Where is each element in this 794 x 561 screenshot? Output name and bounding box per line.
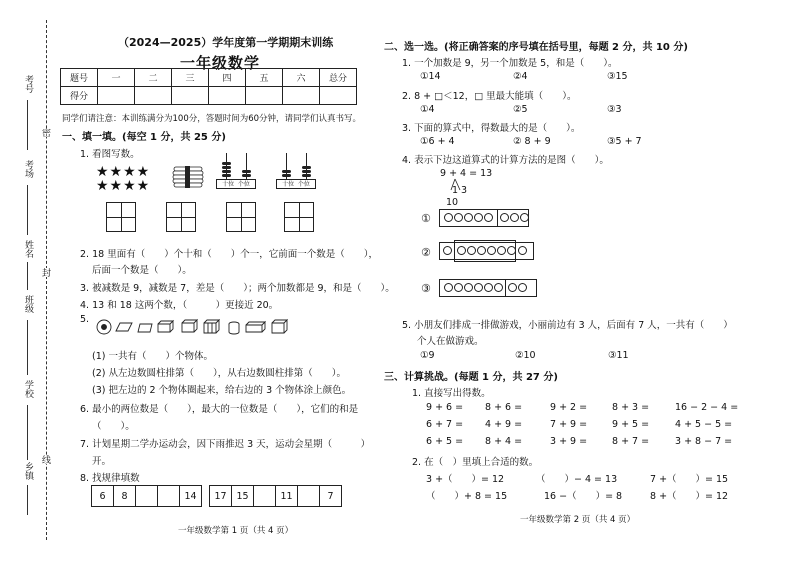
score-header-cell: 题号: [61, 69, 98, 87]
abacus-tens-label: 十位: [222, 181, 235, 188]
pattern-gap: [202, 486, 210, 507]
answer-box[interactable]: [284, 202, 314, 232]
calc-item: 7 + 9 =: [550, 419, 588, 430]
binding-margin: [0, 0, 60, 561]
calc-item: 8 + 3 =: [612, 402, 650, 413]
calc-question-2: 2. 在（ ）里填上合适的数。: [412, 457, 539, 468]
abacus-tens-label: 十位: [282, 181, 295, 188]
fill-item[interactable]: 8 +（ ）= 12: [650, 491, 729, 502]
choice-option[interactable]: ①4: [420, 104, 435, 115]
score-cell[interactable]: [283, 87, 320, 105]
choice-option[interactable]: ②5: [513, 104, 528, 115]
stick-bundle-icon: [172, 163, 204, 191]
cube-icon: [272, 320, 287, 333]
cuboid-icon: [158, 321, 173, 332]
abacus-ones-label: 个位: [237, 181, 250, 188]
choice-option[interactable]: ①6 + 4: [420, 136, 455, 147]
question-6a: 6. 最小的两位数是（ ），最大的一位数是（ ），它们的和是: [80, 404, 359, 415]
seal-mark-feng: 封: [40, 268, 50, 277]
figure-option-1[interactable]: ①: [421, 212, 431, 225]
choice-option[interactable]: ③11: [608, 350, 629, 361]
cuboid-icon: [116, 323, 132, 331]
abacus-ones-label: 个位: [297, 181, 310, 188]
score-cell[interactable]: [320, 87, 357, 105]
label-township: 乡镇: [23, 462, 33, 480]
score-cell[interactable]: [209, 87, 246, 105]
blank-line: [27, 100, 28, 150]
split-equation: 9 + 4 = 13: [440, 168, 493, 179]
choice-question-3: 3. 下面的算式中，得数最大的是（ ）。: [402, 123, 581, 134]
section-1-title: 一、填一填。(每空 1 分，共 25 分): [62, 132, 226, 143]
score-cell[interactable]: [246, 87, 283, 105]
question-7b: 开。: [92, 456, 112, 467]
dot-row-figure-2: [439, 242, 534, 260]
question-3: 3. 被减数是 9，减数是 7，差是（ ）；两个加数都是 9，和是（ ）。: [80, 283, 395, 294]
calc-question-1: 1. 直接写出得数。: [412, 388, 491, 399]
pattern-blank[interactable]: [158, 486, 180, 507]
choice-option[interactable]: ③3: [607, 104, 622, 115]
score-cell[interactable]: [135, 87, 172, 105]
exam-subject-title: 一年级数学: [180, 54, 261, 72]
question-5: 5.: [80, 314, 90, 325]
section-3-title: 三、计算挑战。(每题 1 分，共 27 分): [384, 372, 558, 383]
choice-question-2: 2. 8 + □＜12，□ 里最大能填（ ）。: [402, 91, 577, 102]
score-cell[interactable]: [98, 87, 135, 105]
calc-item: 9 + 5 =: [612, 419, 650, 430]
question-4: 4. 13 和 18 这两个数，（ ）更接近 20。: [80, 300, 279, 311]
question-5-2: (2) 从左边数圆柱排第（ ），从右边数圆柱排第（ ）。: [92, 368, 346, 379]
choice-option[interactable]: ③15: [607, 71, 628, 82]
seal-mark-xian: 线: [40, 455, 50, 464]
pattern-cell: 11: [276, 486, 298, 507]
score-row-label: 得分: [61, 87, 98, 105]
pattern-blank[interactable]: [254, 486, 276, 507]
choice-question-4: 4. 表示下边这道算式的计算方法的是图（ ）。: [402, 155, 609, 166]
question-2b: 后面一个数是（ ）。: [92, 265, 192, 276]
question-1: 1. 看图写数。: [80, 149, 140, 160]
question-8: 8. 找规律填数: [80, 473, 140, 484]
blank-line: [27, 262, 28, 290]
label-school: 学校: [23, 380, 33, 398]
choice-option[interactable]: ②4: [513, 71, 528, 82]
score-header-cell: 四: [209, 69, 246, 87]
rubik-cube-icon: [204, 320, 219, 333]
question-2a: 2. 18 里面有（ ）个十和（ ）个一，它前面一个数是（ ），: [80, 249, 378, 260]
exam-year-title: （2024—2025）学年度第一学期期末训练: [118, 36, 334, 49]
calc-item: 9 + 6 =: [426, 402, 464, 413]
calc-item: 8 + 6 =: [485, 402, 523, 413]
calc-item: 16 − 2 − 4 =: [675, 402, 739, 413]
calc-item: 4 + 9 =: [485, 419, 523, 430]
ten-label: 10: [446, 197, 459, 208]
calc-item: 8 + 7 =: [612, 436, 650, 447]
question-7a: 7. 计划星期二学办运动会，因下雨推迟 3 天，运动会星期（ ）: [80, 439, 371, 450]
pattern-cell: 14: [180, 486, 202, 507]
calc-item: 8 + 4 =: [485, 436, 523, 447]
answer-box[interactable]: [166, 202, 196, 232]
score-header-cell: 六: [283, 69, 320, 87]
fill-item[interactable]: 16 −（ ）= 8: [544, 491, 623, 502]
abacus-1: [216, 157, 256, 189]
score-header-cell: 总分: [320, 69, 357, 87]
score-table: [60, 68, 357, 105]
abacus-2: [276, 157, 316, 189]
dot-row-figure-1: [439, 209, 529, 227]
dot-row-figure-3: [439, 279, 537, 297]
label-name: 姓名: [23, 240, 33, 258]
choice-question-5: 5. 小朋友们排成一排做游戏，小丽前边有 3 人，后面有 7 人，一共有（ ）: [402, 320, 733, 331]
question-5-3: (3) 把左边的 2 个物体圈起来，给右边的 3 个物体涂上颜色。: [92, 385, 352, 396]
score-header-cell: 一: [98, 69, 135, 87]
cuboid-icon: [246, 322, 265, 332]
score-cell[interactable]: [172, 87, 209, 105]
label-exam-room: 考场: [23, 160, 33, 178]
figure-option-2[interactable]: ②: [421, 246, 431, 259]
cube-icon: [182, 320, 197, 332]
answer-box[interactable]: [226, 202, 256, 232]
seal-mark-mi: 密: [40, 128, 50, 137]
split-part: 1: [452, 185, 459, 196]
stars-picture: ★★★★ ★★★★: [96, 164, 151, 194]
choice-option[interactable]: ③5 + 7: [607, 136, 642, 147]
label-exam-number: 考号: [23, 75, 33, 93]
calc-item: 4 + 5 − 5 =: [675, 419, 733, 430]
pattern-cell: 15: [232, 486, 254, 507]
page-footer-left: 一年级数学第 1 页（共 4 页）: [178, 526, 294, 536]
choice-option[interactable]: ①9: [420, 350, 435, 361]
calc-item: 9 + 2 =: [550, 402, 588, 413]
pattern-cell: 17: [210, 486, 232, 507]
answer-box[interactable]: [106, 202, 136, 232]
pattern-cell: 8: [114, 486, 136, 507]
score-header-cell: 二: [135, 69, 172, 87]
pattern-blank[interactable]: [298, 486, 320, 507]
figure-option-3[interactable]: ③: [421, 282, 431, 295]
pattern-cell: 7: [320, 486, 342, 507]
section-2-title: 二、选一选。(将正确答案的序号填在括号里，每题 2 分，共 10 分): [384, 42, 688, 53]
score-header-cell: 三: [172, 69, 209, 87]
choice-question-1: 1. 一个加数是 9，另一个加数是 5，和是（ ）。: [402, 58, 618, 69]
cylinder-icon: [229, 324, 239, 334]
choice-option[interactable]: ②10: [515, 350, 536, 361]
calc-item: 6 + 7 =: [426, 419, 464, 430]
blank-line: [27, 405, 28, 460]
pattern-blank[interactable]: [136, 486, 158, 507]
question-5-1: (1) 一共有（ ）个物体。: [92, 351, 213, 362]
split-part: 3: [461, 185, 468, 196]
blank-line: [27, 485, 28, 515]
pattern-number-table: [91, 485, 342, 507]
calc-item: 6 + 5 =: [426, 436, 464, 447]
label-class: 班级: [23, 295, 33, 313]
exam-note: 同学们请注意：本训练满分为100分，答题时间为60分钟，请同学们认真书写。: [62, 114, 362, 124]
blank-line: [27, 320, 28, 375]
score-header-cell: 五: [246, 69, 283, 87]
fill-item[interactable]: （ ）− 4 = 13: [536, 474, 618, 485]
fill-item[interactable]: 3 +（ ）= 12: [426, 474, 505, 485]
page-footer-right: 一年级数学第 2 页（共 4 页）: [520, 515, 636, 525]
fill-item[interactable]: 7 +（ ）= 15: [650, 474, 729, 485]
blank-line: [27, 185, 28, 235]
calc-item: 3 + 8 − 7 =: [675, 436, 733, 447]
choice-question-5b: 个人在做游戏。: [417, 336, 484, 347]
pattern-cell: 6: [92, 486, 114, 507]
fill-item[interactable]: （ ）+ 8 = 15: [426, 491, 508, 502]
choice-option[interactable]: ①14: [420, 71, 441, 82]
solid-shapes-picture: [96, 318, 306, 336]
calc-item: 3 + 9 =: [550, 436, 588, 447]
choice-option[interactable]: ② 8 + 9: [513, 136, 551, 147]
question-6b: （ ）。: [92, 421, 135, 432]
